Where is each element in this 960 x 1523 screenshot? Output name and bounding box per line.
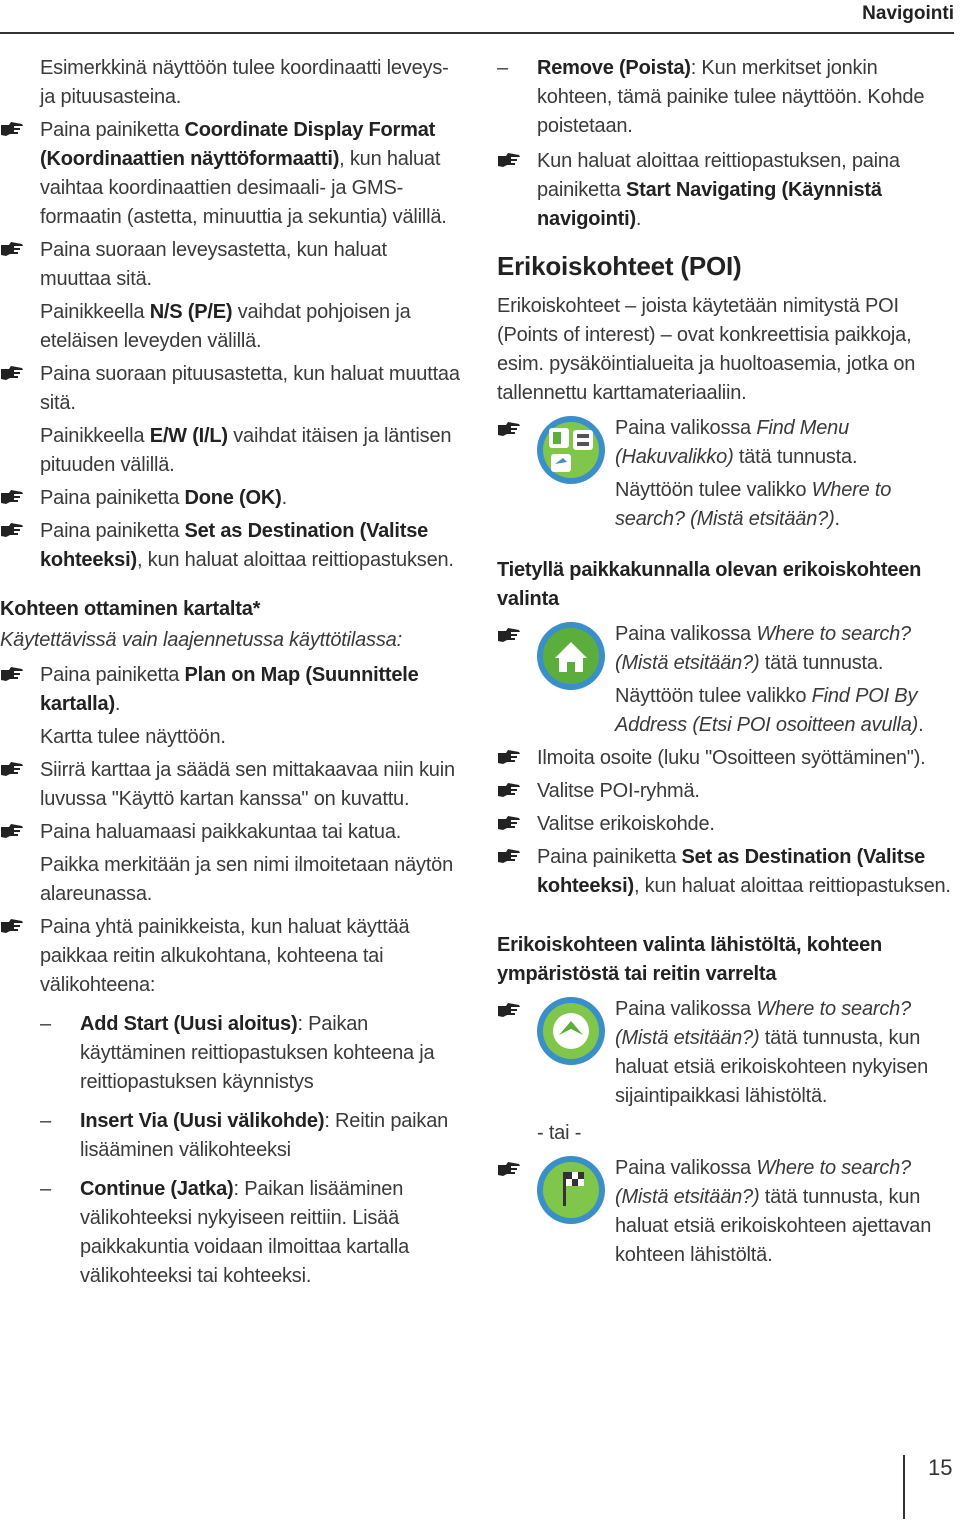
- pointing-hand-icon: [0, 120, 24, 138]
- page-number: 15: [928, 1455, 953, 1480]
- location-marked-text: Paikka merkitään ja sen nimi ilmoitetaan näytön alareunassa.: [40, 854, 454, 905]
- step-where-to-search-destination: Paina valikossa Where to search? (Mistä etsitään?) tätä tunnusta, kun haluat etsiä erikoiskohteen ajettavan kohteen lähistöltä.: [497, 1154, 957, 1270]
- step-set-destination: Paina painiketta Set as Destination (Valitse kohteeksi), kun haluat aloittaa reittiopastuksen.: [40, 517, 460, 575]
- poi-heading: Erikoiskohteet (POI): [497, 251, 742, 281]
- pointing-hand-icon: [497, 1001, 521, 1019]
- header-rule: [0, 32, 954, 34]
- section-heading-map: Kohteen ottaminen kartalta*: [0, 598, 261, 620]
- ns-note: Painikkeella N/S (P/E) vaihdat pohjoisen ja eteläisen leveyden välillä.: [40, 301, 411, 352]
- or-separator: - tai -: [537, 1122, 582, 1144]
- destination-flag-icon: [535, 1154, 607, 1226]
- right-column: [497, 54, 957, 1274]
- ew-note: Painikkeella E/W (I/L) vaihdat itäisen ja läntisen pituuden välillä.: [40, 425, 452, 476]
- poi-nearby-heading: Erikoiskohteen valinta lähistöltä, kohteen ympäristöstä tai reitin varrelta: [497, 934, 883, 985]
- step-latitude: Paina suoraan leveysastetta, kun haluat muuttaa sitä.: [40, 236, 460, 294]
- option-insert-via: – Insert Via (Uusi välikohde): Reitin paikan lisääminen välikohteeksi: [40, 1110, 449, 1161]
- option-add-start: – Add Start (Uusi aloitus): Paikan käyttäminen reittiopastuksen kohteena ja reittiopastuksen käynnistys: [40, 1013, 435, 1093]
- step-where-to-search-city: Paina valikossa Where to search? (Mistä etsitään?) tätä tunnusta. Näyttöön tulee valikko Find POI By Address (Etsi POI osoitteen avulla).: [497, 620, 957, 740]
- chapter-title: Navigointi: [862, 3, 954, 24]
- pointing-hand-icon: [0, 364, 24, 382]
- step-plan-on-map: Paina painiketta Plan on Map (Suunnittele kartalla).: [40, 661, 460, 719]
- page-number-rule: [903, 1455, 905, 1519]
- option-remove: – Remove (Poista): Kun merkitset jonkin kohteen, tämä painike tulee näyttöön. Kohde poistetaan.: [497, 57, 925, 137]
- intro-text: Esimerkkinä näyttöön tulee koordinaatti leveys- ja pituusasteina.: [40, 57, 449, 108]
- pointing-hand-icon: [0, 665, 24, 683]
- pointing-hand-icon: [497, 814, 521, 832]
- pointing-hand-icon: [0, 240, 24, 258]
- step-set-destination-poi: Paina painiketta Set as Destination (Valitse kohteeksi), kun haluat aloittaa reittiopastuksen.: [497, 843, 957, 901]
- step-start-navigating: Kun haluat aloittaa reittiopastuksen, paina painiketta Start Navigating (Käynnistä navigointi).: [497, 147, 957, 234]
- pointing-hand-icon: [497, 420, 521, 438]
- pointing-hand-icon: [0, 521, 24, 539]
- pointing-hand-icon: [0, 760, 24, 778]
- poi-menu-icon: [535, 414, 607, 486]
- pointing-hand-icon: [497, 847, 521, 865]
- pointing-hand-icon: [0, 488, 24, 506]
- section-subheading: Käytettävissä vain laajennetussa käyttötilassa:: [0, 629, 402, 651]
- step-done: Paina painiketta Done (OK).: [40, 484, 460, 513]
- poi-by-city-heading: Tietyllä paikkakunnalla olevan erikoiskohteen valinta: [497, 559, 922, 610]
- step-find-menu: Paina valikossa Find Menu (Hakuvalikko) tätä tunnusta. Näyttöön tulee valikko Where to search? (Mistä etsitään?).: [497, 414, 957, 534]
- pointing-hand-icon: [497, 1160, 521, 1178]
- pointing-hand-icon: [0, 822, 24, 840]
- left-column: [0, 54, 460, 1297]
- step-tap-location: Paina haluamaasi paikkakuntaa tai katua.: [40, 818, 460, 847]
- step-select-group: Valitse POI-ryhmä.: [497, 777, 957, 806]
- step-select-poi: Valitse erikoiskohde.: [497, 810, 957, 839]
- pointing-hand-icon: [0, 917, 24, 935]
- pointing-hand-icon: [497, 151, 521, 169]
- option-continue: – Continue (Jatka): Paikan lisääminen välikohteeksi nykyiseen reittiin. Lisää paikkakuntia voidaan ilmoittaa kartalla välikohteeksi tai kohteeksi.: [40, 1178, 410, 1287]
- step-longitude: Paina suoraan pituusastetta, kun haluat muuttaa sitä.: [40, 360, 460, 418]
- step-coordinate-format: Paina painiketta Coordinate Display Format (Koordinaattien näyttöformaatti), kun haluat vaihtaa koordinaattien desimaali- ja GMS-formaatin (astetta, minuuttia ja sekuntia) välillä.: [40, 116, 460, 232]
- step-move-map: Siirrä karttaa ja säädä sen mittakaavaa niin kuin luvussa "Käyttö kartan kanssa" on kuvattu.: [40, 756, 460, 814]
- poi-intro: Erikoiskohteet – joista käytetään nimitystä POI (Points of interest) – ovat konkreettisia paikkoja, esim. pysäköintialueita ja huoltoasemia, jotka on tallennettu karttamateriaaliin.: [497, 295, 916, 404]
- step-choose-button: Paina yhtä painikkeista, kun haluat käyttää paikkaa reitin alkukohtana, kohteena tai välikohteena:: [40, 913, 460, 1000]
- pointing-hand-icon: [497, 748, 521, 766]
- city-house-icon: [535, 620, 607, 692]
- current-position-icon: [535, 995, 607, 1067]
- step-where-to-search-nearby: Paina valikossa Where to search? (Mistä etsitään?) tätä tunnusta, kun haluat etsiä erikoiskohteen nykyisen sijaintipaikkasi lähistöltä.: [497, 995, 957, 1111]
- step-enter-address: Ilmoita osoite (luku "Osoitteen syöttäminen").: [497, 744, 957, 773]
- button-label: Coordinate Display Format (Koordinaattien näyttöformaatti): [40, 119, 436, 170]
- map-appears-text: Kartta tulee näyttöön.: [40, 726, 226, 748]
- pointing-hand-icon: [497, 626, 521, 644]
- pointing-hand-icon: [497, 781, 521, 799]
